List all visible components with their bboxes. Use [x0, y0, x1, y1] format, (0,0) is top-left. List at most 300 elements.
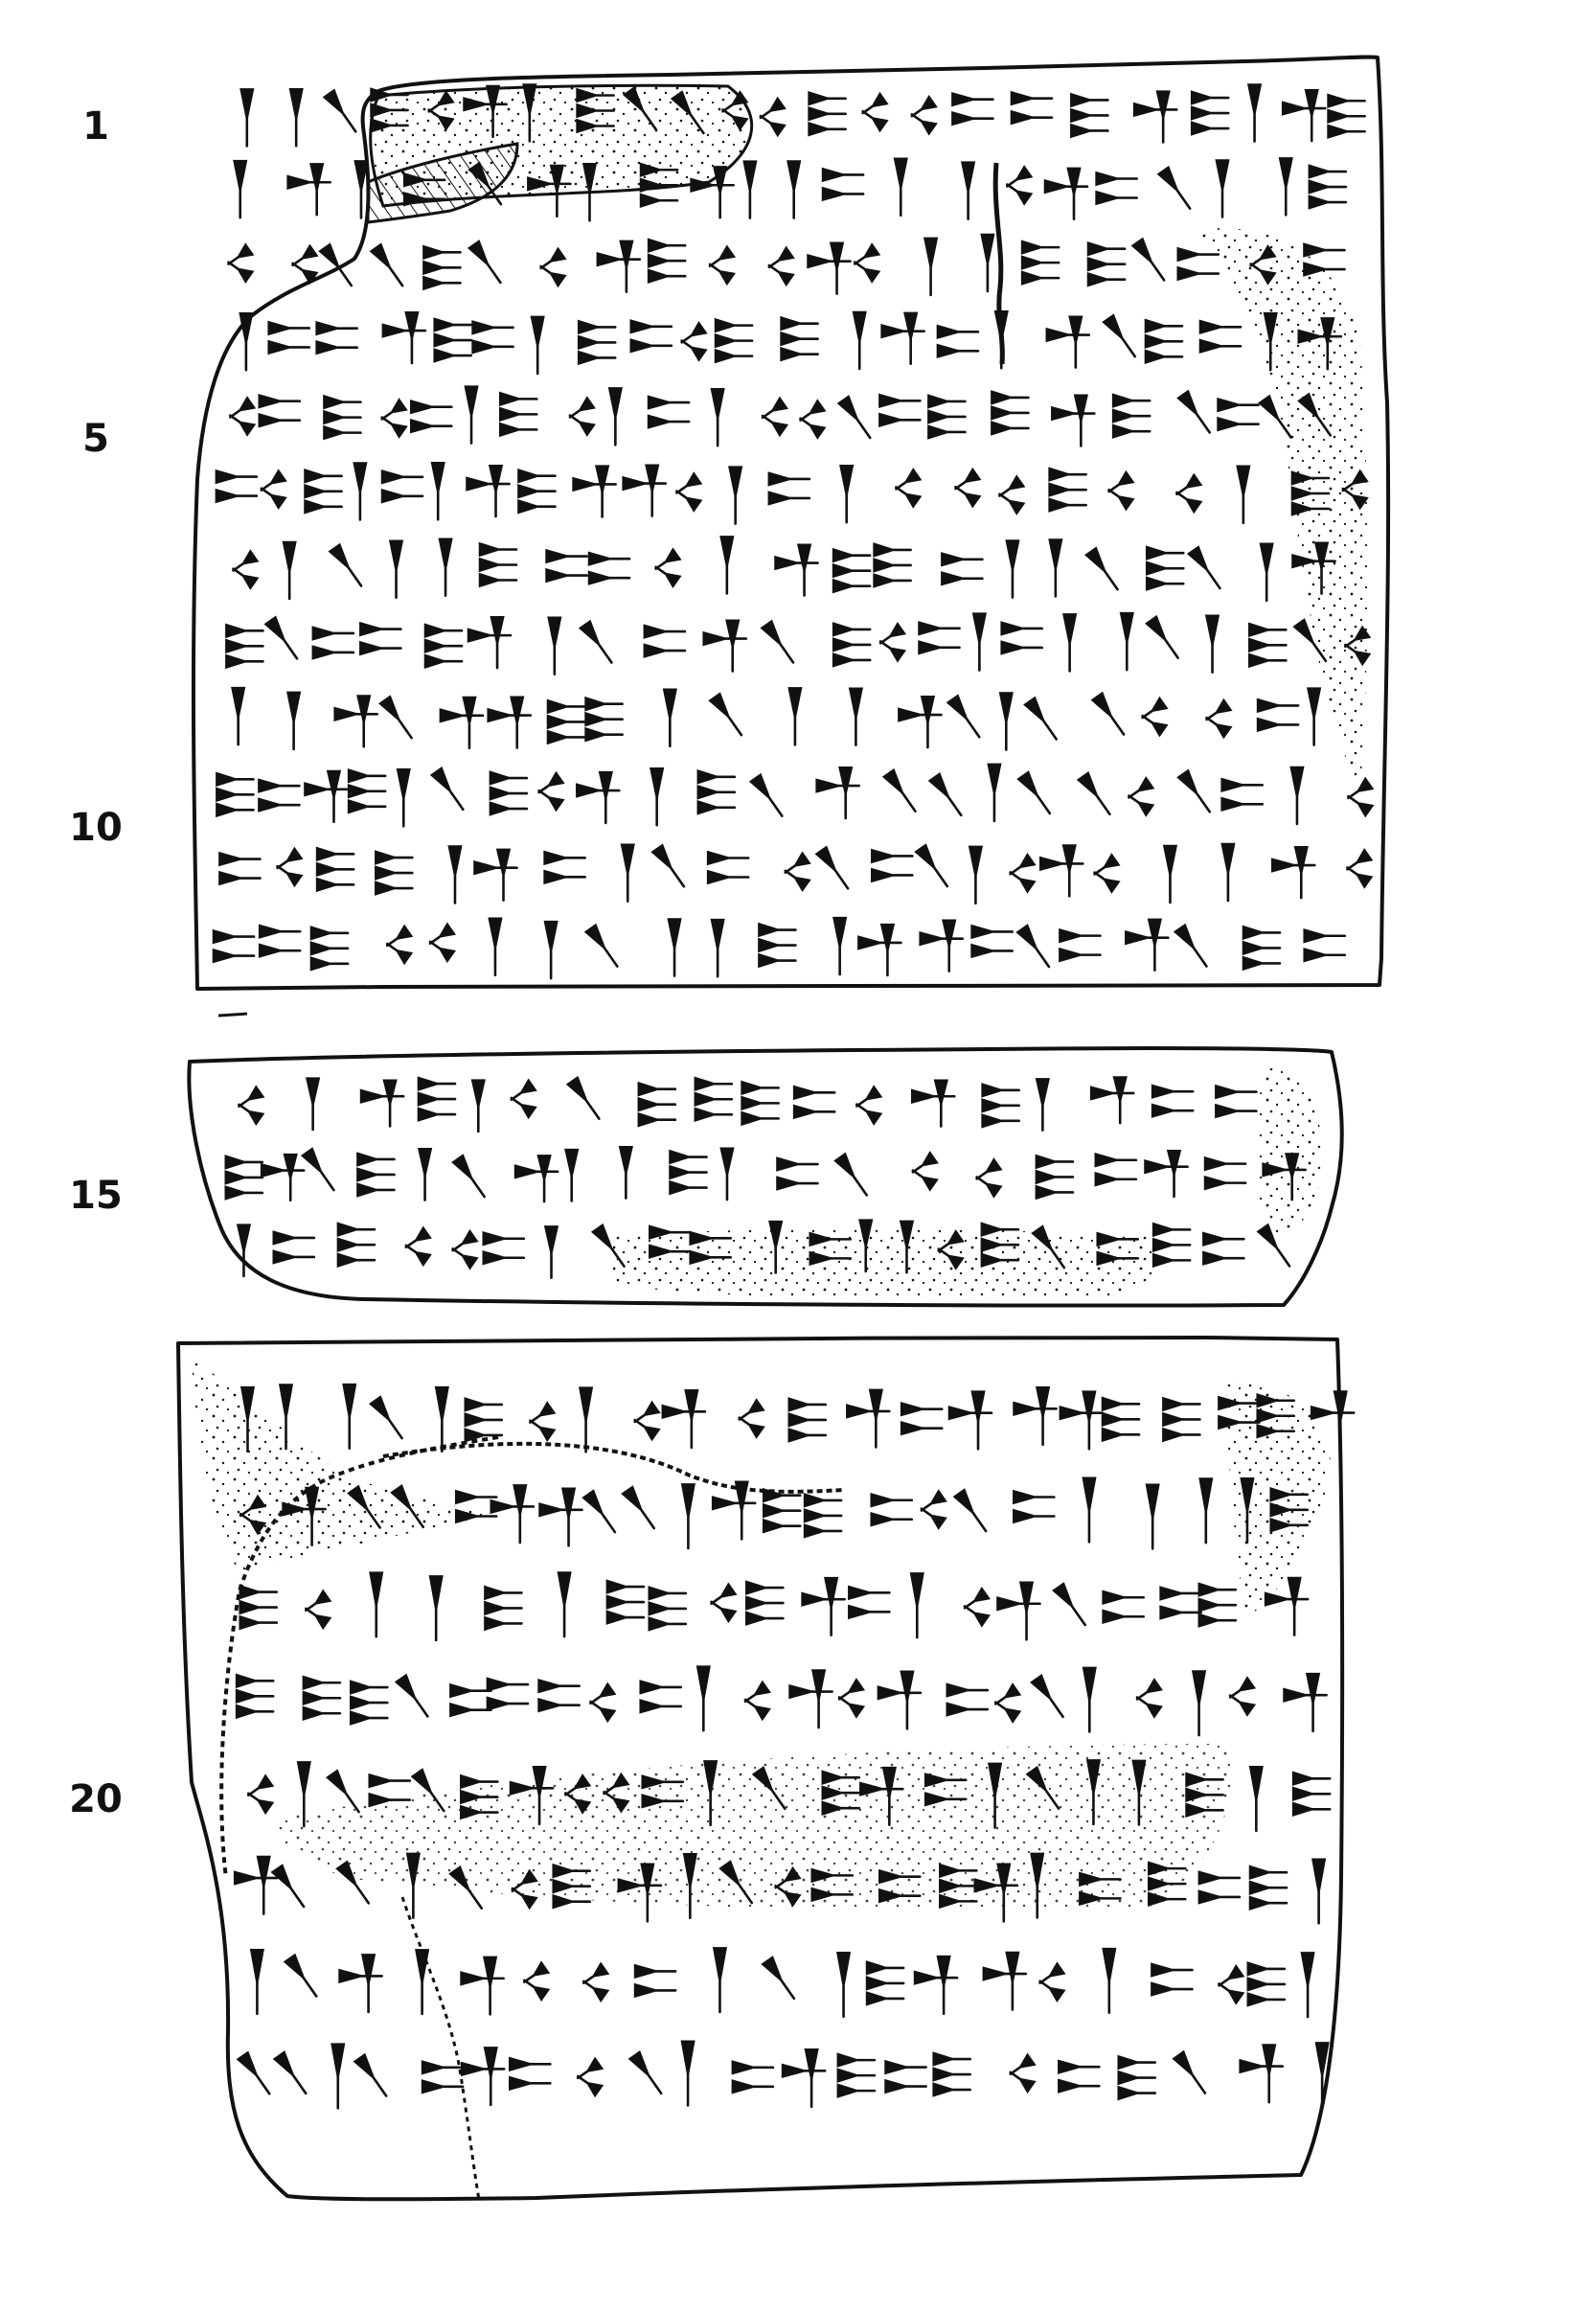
cuneiform-wedge [1040, 1964, 1064, 1983]
cuneiform-wedge [411, 401, 451, 413]
cuneiform-wedge [311, 927, 348, 939]
cuneiform-wedge [577, 785, 619, 796]
cuneiform-wedge [349, 801, 385, 812]
cuneiform-wedge [647, 466, 658, 516]
cuneiform-wedge [912, 97, 936, 116]
cuneiform-wedge [712, 1585, 736, 1604]
cuneiform-wedge [240, 1602, 277, 1613]
cuneiform-wedge [430, 1576, 442, 1640]
cuneiform-wedge [1293, 1803, 1330, 1815]
cuneiform-wedge [230, 399, 254, 418]
cuneiform-wedge [425, 640, 462, 652]
cuneiform-wedge [406, 1228, 430, 1247]
cuneiform-wedge [745, 1682, 769, 1702]
cuneiform-wedge [806, 2049, 817, 2107]
cuneiform-wedge [913, 1171, 937, 1190]
cuneiform-wedge [733, 2062, 773, 2073]
cuneiform-wedge [355, 161, 367, 217]
cuneiform-wedge [317, 848, 353, 859]
cuneiform-wedge [999, 477, 1023, 496]
cuneiform-wedge [895, 159, 906, 216]
cuneiform-wedge [635, 1984, 675, 1996]
cuneiform-wedge [671, 1167, 707, 1178]
cuneiform-wedge [1143, 698, 1167, 718]
cuneiform-wedge [371, 1573, 382, 1637]
cuneiform-wedge [1222, 779, 1263, 790]
cuneiform-wedge [228, 245, 252, 264]
cuneiform-wedge [1059, 2080, 1099, 2092]
cuneiform-wedge [1149, 1893, 1185, 1905]
cuneiform-wedge [620, 1147, 631, 1198]
cuneiform-wedge [1222, 798, 1263, 810]
cuneiform-wedge [999, 494, 1023, 514]
cuneiform-wedge [382, 418, 406, 437]
cuneiform-wedge [547, 551, 587, 562]
cuneiform-wedge [406, 1246, 430, 1265]
cuneiform-wedge [423, 262, 460, 273]
cuneiform-wedge [1265, 1593, 1308, 1605]
cuneiform-wedge [1219, 1983, 1243, 2002]
cuneiform-wedge [579, 352, 615, 363]
cuneiform-wedge [304, 1707, 340, 1719]
cuneiform-wedge [453, 1231, 477, 1250]
cuneiform-wedge [303, 1149, 333, 1190]
text-row [240, 311, 1341, 374]
cuneiform-wedge [833, 565, 870, 577]
cuneiform-wedge [1347, 850, 1371, 869]
cuneiform-wedge [376, 867, 412, 879]
cuneiform-wedge [1113, 395, 1150, 406]
cuneiform-wedge [1146, 1161, 1188, 1173]
cuneiform-wedge [1305, 950, 1345, 961]
text-row [240, 1573, 1308, 1640]
cuneiform-wedge [226, 655, 262, 667]
cuneiform-wedge [338, 1224, 375, 1235]
cuneiform-wedge [921, 933, 963, 945]
cuneiform-wedge [423, 277, 460, 288]
cuneiform-wedge [1088, 274, 1125, 286]
cuneiform-wedge [769, 492, 809, 504]
cuneiform-wedge [769, 248, 793, 267]
cuneiform-wedge [1052, 408, 1094, 420]
cuneiform-wedge [922, 1509, 946, 1528]
cuneiform-wedge [419, 1093, 455, 1105]
cuneiform-wedge [983, 1115, 1019, 1127]
cuneiform-wedge [541, 266, 565, 286]
cuneiform-wedge [1310, 166, 1346, 177]
cuneiform-wedge [1096, 1174, 1136, 1185]
cuneiform-wedge [838, 2085, 875, 2096]
cuneiform-wedge [1243, 957, 1280, 969]
cuneiform-wedge [285, 1155, 296, 1201]
cuneiform-wedge [872, 1514, 912, 1525]
cuneiform-wedge [899, 709, 941, 721]
cuneiform-wedge [485, 1587, 521, 1598]
line-number-10: 10 [69, 806, 123, 850]
cuneiform-wedge [1216, 1106, 1256, 1117]
cuneiform-wedge [1203, 1252, 1243, 1264]
cuneiform-wedge [744, 162, 756, 218]
cuneiform-wedge [641, 1701, 681, 1712]
cuneiform-wedge [896, 470, 920, 490]
fragment-sliver [218, 1014, 247, 1016]
cuneiform-wedge [1011, 855, 1035, 874]
cuneiform-wedge [1022, 272, 1059, 284]
cuneiform-wedge [325, 91, 355, 132]
cuneiform-wedge [1022, 257, 1059, 268]
cuneiform-wedge [930, 774, 961, 815]
cuneiform-wedge [1045, 181, 1087, 193]
cuneiform-wedge [1060, 950, 1100, 961]
cuneiform-wedge [1199, 1891, 1240, 1903]
cuneiform-wedge [1032, 1676, 1062, 1717]
line-number-1: 1 [82, 104, 109, 149]
cuneiform-wedge [1200, 340, 1241, 352]
cuneiform-wedge [1060, 930, 1100, 942]
cuneiform-wedge [801, 401, 825, 421]
line-number-15: 15 [69, 1174, 123, 1218]
cuneiform-wedge [1109, 472, 1133, 492]
cuneiform-wedge [219, 873, 260, 884]
cuneiform-wedge [1249, 639, 1286, 651]
cuneiform-wedge [570, 399, 594, 418]
cuneiform-wedge [1313, 1860, 1325, 1924]
cuneiform-wedge [712, 920, 723, 976]
cuneiform-wedge [652, 845, 683, 886]
cuneiform-wedge [872, 850, 912, 861]
cuneiform-wedge [935, 1081, 946, 1127]
cuneiform-wedge [435, 334, 471, 346]
cuneiform-wedge [1054, 1584, 1084, 1625]
cuneiform-wedge [241, 89, 253, 146]
cuneiform-wedge [530, 1421, 554, 1440]
cuneiform-wedge [1119, 2072, 1155, 2084]
cuneiform-wedge [1068, 169, 1080, 219]
cuneiform-wedge [238, 1225, 249, 1276]
cuneiform-wedge [512, 698, 523, 748]
lower-crack-center [402, 1897, 479, 2200]
cuneiform-wedge [239, 1087, 262, 1107]
cuneiform-wedge [995, 1703, 1019, 1722]
cuneiform-wedge [1258, 719, 1298, 730]
cuneiform-wedge [992, 392, 1028, 403]
cuneiform-wedge [237, 1690, 273, 1702]
cuneiform-wedge [1014, 1510, 1054, 1522]
cuneiform-wedge [710, 694, 741, 735]
cuneiform-wedge [488, 1698, 528, 1709]
cuneiform-wedge [547, 570, 587, 582]
cuneiform-wedge [1192, 123, 1228, 134]
cuneiform-wedge [500, 423, 536, 435]
cuneiform-wedge [764, 1521, 800, 1532]
cuneiform-wedge [489, 710, 531, 721]
cuneiform-wedge [1121, 613, 1132, 670]
cuneiform-wedge [590, 1684, 614, 1704]
cuneiform-wedge [274, 1251, 314, 1263]
cuneiform-wedge [832, 243, 843, 294]
cuneiform-wedge [1230, 1696, 1254, 1715]
cuneiform-wedge [645, 645, 685, 656]
cuneiform-wedge [1097, 173, 1137, 185]
cuneiform-wedge [833, 581, 870, 592]
cuneiform-wedge [716, 351, 752, 362]
cuneiform-wedge [826, 1578, 837, 1636]
cuneiform-wedge [586, 926, 617, 967]
cuneiform-wedge [746, 1613, 783, 1624]
cuneiform-wedge [875, 544, 911, 556]
cuneiform-wedge [1113, 425, 1150, 437]
cuneiform-wedge [306, 1609, 330, 1628]
cuneiform-wedge [867, 1993, 903, 2004]
middle-fragment [189, 1048, 1341, 1306]
cuneiform-wedge [1207, 718, 1231, 737]
cuneiform-wedge [1175, 926, 1206, 967]
cuneiform-wedge [484, 1233, 524, 1245]
cuneiform-wedge [955, 469, 979, 489]
cuneiform-wedge [530, 1404, 554, 1423]
cuneiform-wedge [1000, 694, 1012, 750]
cuneiform-wedge [805, 1525, 841, 1537]
cuneiform-wedge [1295, 847, 1307, 898]
cuneiform-wedge [240, 313, 252, 370]
cuneiform-wedge [269, 322, 309, 333]
cuneiform-wedge [1097, 193, 1137, 204]
cuneiform-wedge [1104, 315, 1134, 356]
cuneiform-wedge [545, 852, 585, 863]
cuneiform-wedge [788, 162, 800, 218]
cuneiform-wedge [284, 542, 295, 599]
cuneiform-wedge [1250, 1897, 1287, 1909]
cuneiform-wedge [635, 1420, 659, 1439]
cuneiform-wedge [1007, 185, 1031, 204]
cuneiform-wedge [697, 1667, 709, 1731]
cuneiform-wedge [1075, 396, 1086, 446]
cuneiform-wedge [1250, 1866, 1287, 1878]
cuneiform-wedge [423, 246, 460, 258]
cuneiform-wedge [759, 940, 795, 951]
cuneiform-wedge [1011, 2072, 1035, 2092]
cuneiform-wedge [363, 1955, 375, 2012]
cuneiform-wedge [1222, 844, 1234, 901]
cuneiform-wedge [1151, 1964, 1192, 1976]
cuneiform-wedge [430, 925, 454, 944]
text-row [226, 613, 1369, 675]
cuneiform-wedge [472, 1081, 484, 1132]
cuneiform-wedge [1095, 873, 1119, 892]
cuneiform-wedge [578, 2059, 602, 2078]
cuneiform-wedge [834, 918, 846, 974]
cuneiform-wedge [586, 698, 623, 710]
cuneiform-wedge [763, 399, 787, 418]
cuneiform-wedge [761, 99, 785, 118]
cuneiform-wedge [226, 1187, 262, 1199]
cuneiform-wedge [1310, 196, 1346, 208]
cuneiform-wedge [716, 335, 752, 347]
cuneiform-wedge [1149, 920, 1160, 971]
cuneiform-wedge [361, 1090, 403, 1102]
cuneiform-wedge [391, 541, 402, 598]
cuneiform-wedge [708, 853, 748, 864]
cuneiform-wedge [1137, 1698, 1161, 1717]
cuneiform-wedge [1272, 859, 1314, 871]
cuneiform-wedge [540, 1504, 582, 1516]
cuneiform-wedge [490, 772, 527, 784]
cuneiform-wedge [384, 1081, 396, 1127]
cuneiform-wedge [650, 1603, 686, 1614]
text-row [226, 1147, 1306, 1201]
text-row [234, 537, 1335, 600]
cuneiform-wedge [949, 1407, 992, 1419]
cuneiform-wedge [313, 647, 353, 658]
cuneiform-wedge [1248, 1963, 1285, 1975]
cuneiform-wedge [813, 1671, 825, 1728]
cuneiform-wedge [763, 1957, 793, 1999]
text-row [237, 1667, 1326, 1735]
cuneiform-wedge [789, 1414, 826, 1426]
cuneiform-wedge [449, 846, 461, 903]
cuneiform-wedge [512, 1081, 536, 1100]
cuneiform-wedge [266, 618, 297, 659]
cuneiform-wedge [354, 464, 366, 520]
cuneiform-wedge [1070, 317, 1082, 368]
middle-right-stipple [1258, 1064, 1323, 1238]
cuneiform-wedge [1086, 548, 1117, 589]
text-row [239, 1078, 1256, 1132]
cuneiform-wedge [1153, 1254, 1190, 1266]
cuneiform-wedge [913, 1154, 937, 1173]
cuneiform-wedge [669, 920, 680, 976]
cuneiform-wedge [955, 1490, 986, 1531]
cuneiform-wedge [228, 263, 252, 282]
cuneiform-wedge [1146, 320, 1182, 332]
cuneiform-wedge [778, 1158, 818, 1170]
cuneiform-wedge [651, 768, 663, 825]
cuneiform-wedge [1037, 1186, 1073, 1198]
cuneiform-wedge [1176, 475, 1200, 494]
cuneiform-wedge [579, 336, 615, 348]
cuneiform-wedge [763, 622, 793, 663]
cuneiform-wedge [977, 1178, 1001, 1197]
cuneiform-wedge [1151, 1983, 1192, 1995]
cuneiform-wedge [1083, 1478, 1095, 1543]
cuneiform-wedge [740, 1401, 764, 1420]
cuneiform-wedge [695, 1093, 732, 1105]
cuneiform-wedge [1293, 1788, 1330, 1799]
cuneiform-wedge [1207, 616, 1219, 673]
cuneiform-wedge [783, 2065, 825, 2076]
cuneiform-wedge [841, 466, 853, 522]
cuneiform-wedge [880, 624, 904, 643]
cuneiform-wedge [453, 1248, 477, 1268]
cuneiform-wedge [856, 1087, 880, 1107]
cuneiform-wedge [710, 247, 734, 266]
text-row [230, 387, 1330, 446]
cuneiform-wedge [1147, 1485, 1158, 1549]
cuneiform-wedge [878, 1687, 921, 1699]
cuneiform-wedge [1060, 1407, 1103, 1419]
cuneiform-wedge [901, 1672, 913, 1729]
cuneiform-wedge [1163, 1398, 1199, 1409]
cuneiform-wedge [944, 921, 955, 972]
cuneiform-wedge [1302, 1953, 1313, 2017]
cuneiform-wedge [539, 1700, 580, 1711]
cuneiform-wedge [311, 164, 323, 215]
cuneiform-wedge [776, 558, 818, 569]
cuneiform-wedge [809, 108, 846, 120]
cuneiform-wedge [226, 640, 262, 652]
cuneiform-wedge [317, 879, 353, 890]
cuneiform-wedge [548, 716, 584, 727]
cuneiform-wedge [430, 942, 454, 961]
cuneiform-wedge [983, 1085, 1019, 1096]
cuneiform-wedge [480, 560, 516, 571]
cuneiform-wedge [872, 869, 912, 881]
text-row [219, 844, 1371, 904]
cuneiform-wedge [566, 1150, 578, 1201]
cuneiform-wedge [578, 2076, 602, 2095]
cuneiform-wedge [1207, 700, 1231, 720]
cuneiform-wedge [360, 643, 400, 654]
cuneiform-wedge [912, 1090, 954, 1102]
cuneiform-wedge [1137, 1681, 1161, 1700]
cuneiform-wedge [372, 244, 402, 286]
text-row [228, 235, 1344, 295]
cuneiform-wedge [875, 560, 911, 571]
cuneiform-wedge [911, 1573, 923, 1637]
cuneiform-wedge [972, 926, 1013, 937]
cuneiform-wedge [239, 2052, 269, 2094]
cuneiform-wedge [973, 614, 985, 671]
cuneiform-wedge [1129, 796, 1152, 815]
cuneiform-wedge [789, 1430, 826, 1441]
cuneiform-wedge [905, 313, 917, 364]
cuneiform-wedge [600, 772, 611, 823]
cuneiform-wedge [714, 1948, 725, 2011]
cuneiform-wedge [721, 537, 733, 593]
cuneiform-wedge [965, 1606, 989, 1625]
cuneiform-wedge [490, 788, 527, 799]
cuneiform-wedge [763, 416, 787, 435]
cuneiform-wedge [922, 697, 933, 747]
cuneiform-wedge [1249, 654, 1286, 666]
cuneiform-wedge [1064, 614, 1076, 671]
cuneiform-wedge [947, 1684, 988, 1696]
cuneiform-wedge [992, 407, 1028, 419]
cuneiform-wedge [275, 2052, 306, 2094]
cuneiform-wedge [237, 1705, 273, 1717]
cuneiform-wedge [840, 767, 852, 818]
cuneiform-wedge [332, 2045, 344, 2109]
cuneiform-wedge [293, 263, 317, 283]
cuneiform-wedge [1088, 243, 1125, 255]
cuneiform-wedge [559, 1573, 570, 1637]
cuneiform-wedge [480, 575, 516, 586]
cuneiform-wedge [998, 1598, 1040, 1610]
cuneiform-wedge [682, 2042, 694, 2106]
cuneiform-wedge [1109, 490, 1133, 509]
cuneiform-wedge [546, 1226, 558, 1277]
cuneiform-wedge [920, 623, 960, 634]
cuneiform-wedge [311, 943, 348, 954]
cuneiform-wedge [1159, 168, 1190, 209]
cuneiform-wedge [742, 1097, 779, 1109]
cuneiform-wedge [759, 925, 795, 936]
cuneiform-wedge [682, 341, 706, 360]
cuneiform-wedge [581, 622, 611, 663]
cuneiform-wedge [809, 93, 846, 104]
cuneiform-wedge [514, 1485, 526, 1543]
cuneiform-wedge [422, 2081, 463, 2093]
